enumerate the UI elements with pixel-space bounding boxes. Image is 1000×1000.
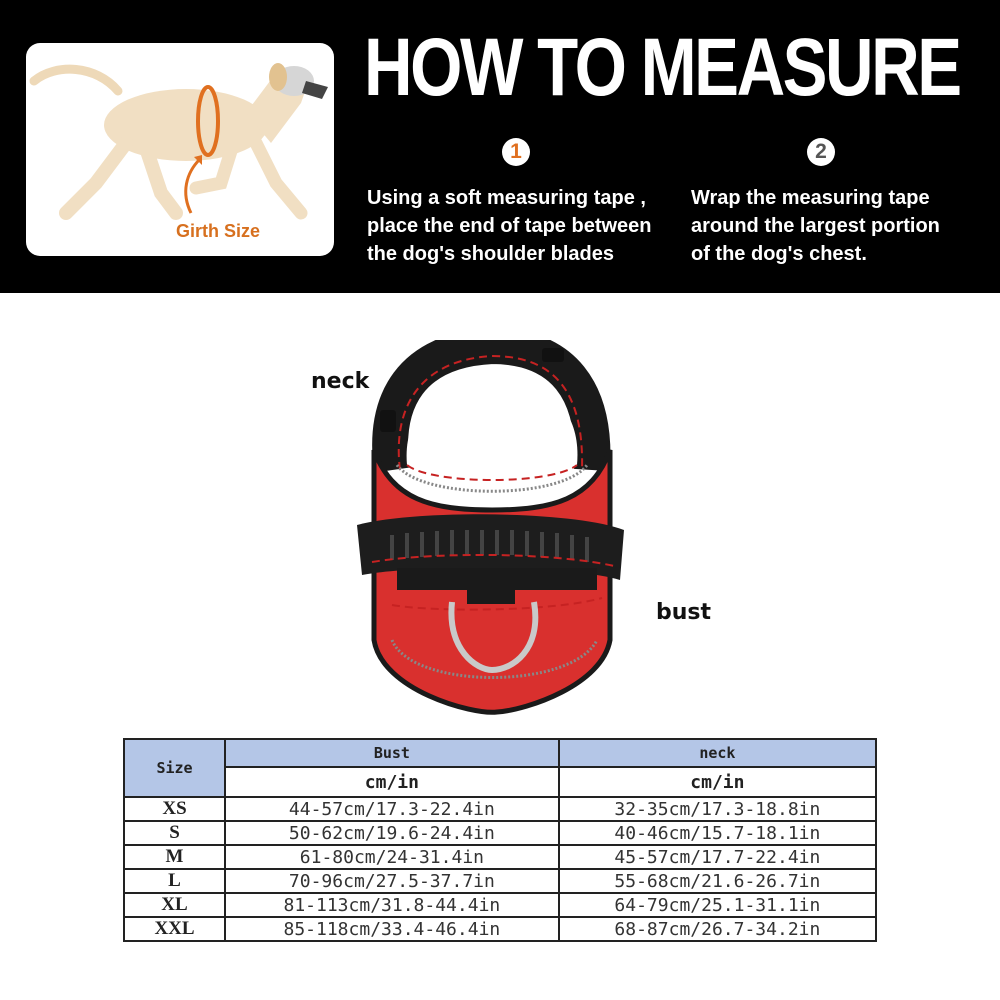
page-title: HOW TO MEASURE (364, 22, 960, 113)
size-column-header: Size (124, 739, 225, 797)
step-2-line: Wrap the measuring tape (691, 187, 930, 209)
step-1-number-badge: 1 (502, 138, 530, 166)
neck-cell: 68-87cm/26.7-34.2in (559, 917, 876, 941)
bust-cell: 50-62cm/19.6-24.4in (225, 821, 559, 845)
dog-girth-illustration (26, 43, 334, 256)
bust-cell: 70-96cm/27.5-37.7in (225, 869, 559, 893)
size-cell: XS (124, 797, 225, 821)
how-to-measure-banner (0, 0, 1000, 293)
step-2-line: of the dog's chest. (691, 243, 867, 265)
table-row (124, 917, 876, 941)
neck-label: neck (311, 369, 370, 394)
neck-cell: 45-57cm/17.7-22.4in (559, 845, 876, 869)
table-header-row (124, 739, 876, 767)
step-1-instructions (367, 184, 652, 268)
step-1-line: the dog's shoulder blades (367, 243, 615, 265)
harness-image (352, 340, 632, 720)
neck-cell: 32-35cm/17.3-18.8in (559, 797, 876, 821)
step-2-number-badge: 2 (807, 138, 835, 166)
step-1-line: Using a soft measuring tape , (367, 187, 646, 209)
table-row (124, 893, 876, 917)
size-chart-table (123, 738, 877, 942)
neck-unit-label: cm/in (559, 767, 876, 797)
table-row (124, 845, 876, 869)
neck-cell: 55-68cm/21.6-26.7in (559, 869, 876, 893)
neck-column-header: neck (559, 739, 876, 767)
bust-unit-label: cm/in (225, 767, 559, 797)
table-row (124, 797, 876, 821)
size-cell: XL (124, 893, 225, 917)
table-row (124, 869, 876, 893)
table-unit-row (124, 767, 876, 797)
step-1-line: place the end of tape between (367, 215, 652, 237)
size-cell: S (124, 821, 225, 845)
bust-label: bust (656, 600, 712, 625)
size-cell: M (124, 845, 225, 869)
bust-cell: 61-80cm/24-31.4in (225, 845, 559, 869)
table-row (124, 821, 876, 845)
neck-cell: 40-46cm/15.7-18.1in (559, 821, 876, 845)
bust-cell: 44-57cm/17.3-22.4in (225, 797, 559, 821)
bust-column-header: Bust (225, 739, 559, 767)
step-2-line: around the largest portion (691, 215, 940, 237)
size-cell: XXL (124, 917, 225, 941)
neck-cell: 64-79cm/25.1-31.1in (559, 893, 876, 917)
step-2-instructions (691, 184, 940, 268)
bust-cell: 85-118cm/33.4-46.4in (225, 917, 559, 941)
size-cell: L (124, 869, 225, 893)
girth-size-label: Girth Size (176, 221, 261, 241)
bust-cell: 81-113cm/31.8-44.4in (225, 893, 559, 917)
